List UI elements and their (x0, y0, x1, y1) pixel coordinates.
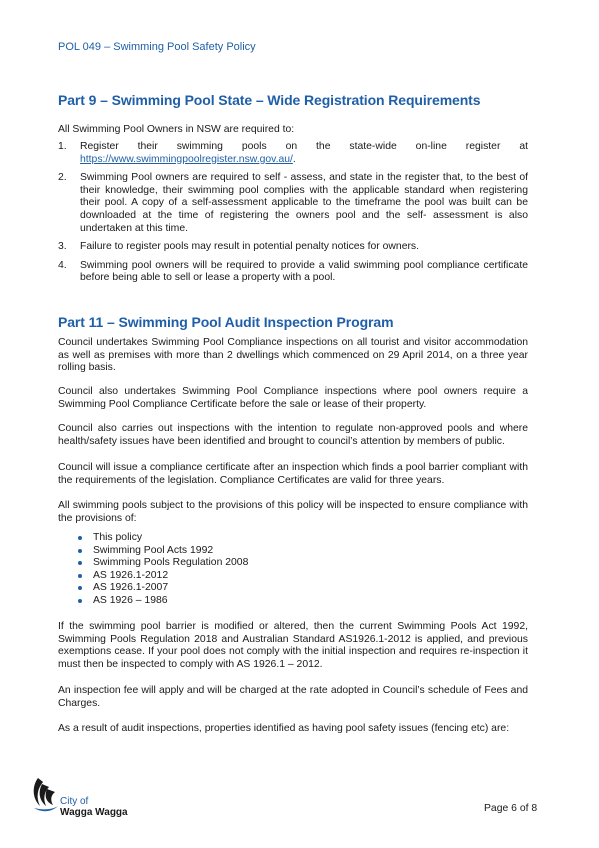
paragraph: All swimming pools subject to the provisions of this policy will be inspected to ensure compliance with the provisions of: (58, 500, 528, 524)
part9-intro: All Swimming Pool Owners in NSW are required to: (58, 124, 295, 135)
list-item (58, 172, 528, 235)
paragraph: Council also carries out inspections with the intention to regulate non-approved pools and where health/safety issues have been identified and brought to council’s attention by members of public. (58, 423, 528, 447)
list-item (58, 241, 528, 254)
list-item (78, 582, 248, 595)
list-item-text: Register their swimming pools on the state-wide on-line register at (80, 141, 528, 152)
register-link[interactable]: https://www.swimmingpoolregister.nsw.gov.au/ (80, 153, 293, 165)
list-item (58, 260, 528, 285)
list-item-text: Swimming Pool Acts 1992 (93, 544, 214, 556)
bullet-icon (78, 561, 82, 565)
list-item-text: AS 1926.1-2007 (93, 582, 169, 594)
list-number: 2. (58, 172, 67, 184)
list-item-text: Swimming Pool owners are required to self - assess, and state in the register that, to the best of their knowledge, their swimming pool complies with the applicable standard when registering their pool. A copy of a self-assessment applicable to the timeframe the pool was built can be downloaded at the time of registering the owners pool and the self- assessment is also undertaken at this time. (80, 172, 528, 234)
page-number: Page 6 of 8 (484, 803, 538, 814)
part9-heading: Part 9 – Swimming Pool State – Wide Registration Requirements (58, 92, 481, 108)
list-number: 3. (58, 241, 67, 253)
bullet-icon (78, 574, 82, 578)
bullet-icon (78, 549, 82, 553)
logo-line-2: Wagga Wagga (60, 807, 128, 818)
list-item-text: Swimming Pools Regulation 2008 (93, 557, 249, 569)
list-number: 4. (58, 259, 67, 271)
paragraph: Council undertakes Swimming Pool Compliance inspections on all tourist and visitor accommodation as well as premises with more than 2 dwellings which commenced on 29 April 2014, on a three year rolling basis. (58, 337, 528, 374)
part11-heading: Part 11 – Swimming Pool Audit Inspection Program (58, 314, 394, 330)
paragraph: If the swimming pool barrier is modified or altered, then the current Swimming Pools Act 1992, Swimming Pools Regulation 2018 and Australian Standard AS1926.1-2012 is applied, and previous exemptions cease. If your pool does not comply with the initial inspection and requires re-inspection it must then be inspected to comply with AS 1926.1 – 2012. (58, 621, 528, 670)
paragraph: Council will issue a compliance certificate after an inspection which finds a pool barrier compliant with the requirements of the legislation. Compliance Certificates are valid for three years. (58, 462, 528, 486)
bullet-icon (78, 599, 82, 603)
list-item-suffix: . (292, 153, 296, 165)
registration-requirements-list (58, 141, 528, 291)
paragraph: Council also undertakes Swimming Pool Compliance inspections where pool owners require a Swimming Pool Compliance Certificate before the sale or lease of their property. (58, 386, 528, 410)
list-item (78, 570, 248, 583)
running-header: POL 049 – Swimming Pool Safety Policy (58, 41, 256, 53)
list-item-text: Swimming pool owners will be required to provide a valid swimming pool compliance certificate before being able to sell or lease a property with a pool. (80, 259, 528, 284)
bullet-icon (78, 536, 82, 540)
paragraph: An inspection fee will apply and will be charged at the rate adopted in Council’s schedule of Fees and Charges. (58, 685, 528, 709)
list-item-text: AS 1926 – 1986 (93, 594, 168, 606)
paragraph: As a result of audit inspections, properties identified as having pool safety issues (fencing etc) are: (58, 723, 510, 734)
list-item-text: Failure to register pools may result in potential penalty notices for owners. (80, 241, 420, 253)
list-item-text: AS 1926.1-2012 (93, 569, 169, 581)
logo-line-1: City of (60, 796, 89, 807)
list-number: 1. (58, 141, 67, 152)
bullet-icon (78, 586, 82, 590)
list-item (78, 595, 248, 608)
list-item-text: This policy (93, 532, 143, 543)
list-item (78, 532, 248, 545)
list-item (78, 545, 248, 558)
city-logo-text (60, 796, 128, 818)
list-item (78, 557, 248, 570)
provisions-list (78, 532, 248, 608)
list-item (58, 141, 528, 166)
